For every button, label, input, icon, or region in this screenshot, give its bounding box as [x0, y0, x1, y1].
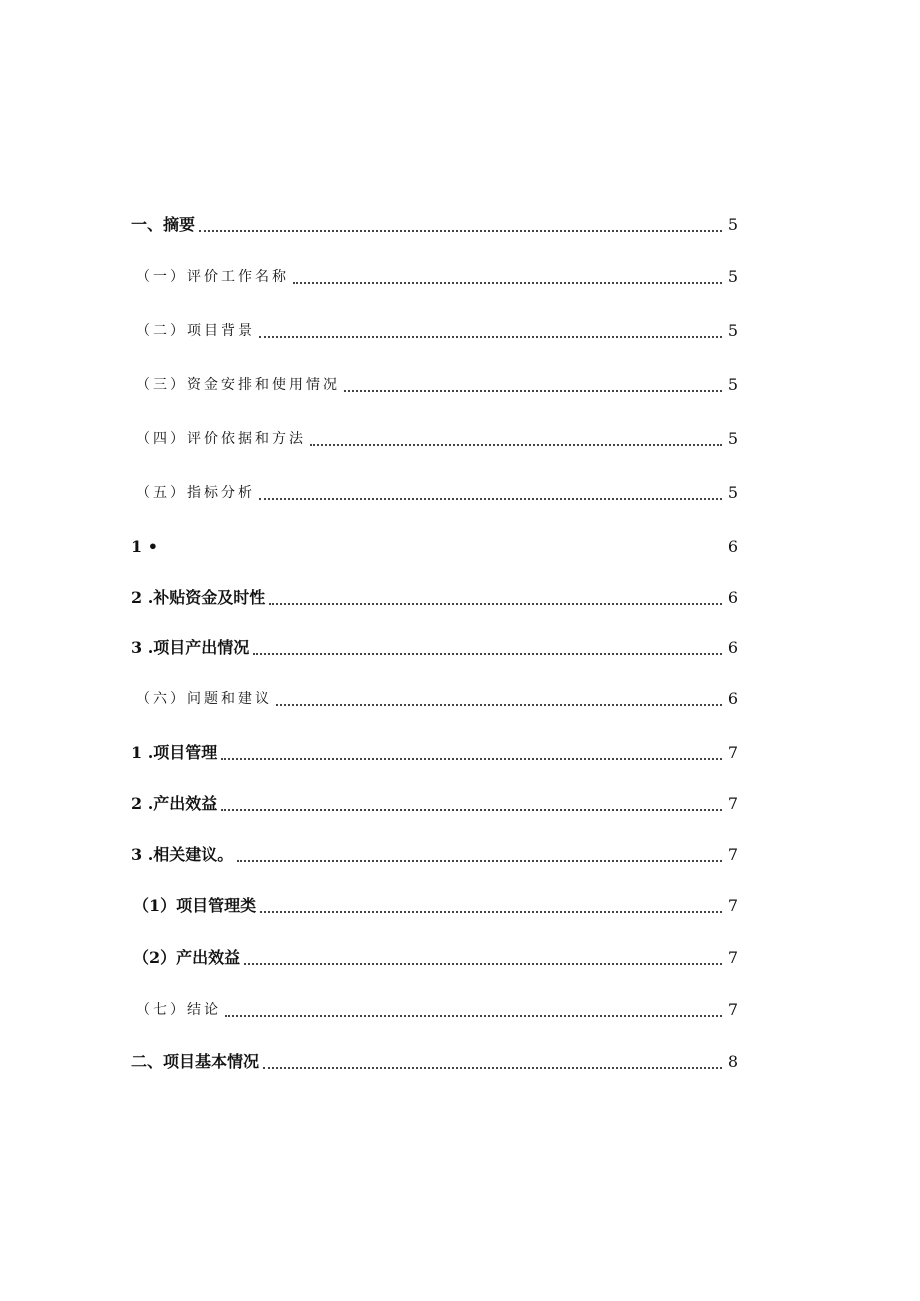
toc-page-number: 5: [727, 215, 738, 234]
dot-leader: [244, 947, 722, 965]
toc-page-number: 7: [727, 896, 738, 915]
toc-entry-summary[interactable]: [131, 212, 738, 236]
toc-entry-evaluation-basis[interactable]: [136, 426, 738, 450]
toc-page-number: 5: [727, 483, 738, 502]
toc-entry-output-benefit-sub[interactable]: [133, 945, 738, 969]
toc-entry-label: 3 .项目产出情况: [131, 638, 250, 657]
toc-page-number: 8: [727, 1052, 738, 1071]
toc-entry-label: 二、项目基本情况: [131, 1052, 260, 1071]
toc-page-number: 6: [727, 638, 738, 657]
toc-entry-label: （一）评价工作名称: [136, 269, 289, 285]
toc-entry-label: （三）资金安排和使用情况: [136, 377, 340, 393]
toc-entry-evaluation-name[interactable]: [136, 264, 738, 288]
toc-entry-problems-suggestions[interactable]: [136, 686, 738, 710]
dot-leader: [344, 374, 722, 392]
dot-leader: [276, 688, 722, 706]
toc-entry-project-management[interactable]: [131, 740, 738, 764]
dot-leader: [310, 428, 722, 446]
toc-entry-label: （1）项目管理类: [133, 896, 257, 915]
toc-page-number: 7: [727, 743, 738, 762]
toc-page-number: 7: [727, 794, 738, 813]
toc-entry-project-output[interactable]: [131, 635, 738, 659]
toc-page-number: 5: [727, 375, 738, 394]
toc-entry-label: （七）结论: [136, 1002, 221, 1018]
dot-leader: [293, 266, 722, 284]
dot-leader: [263, 1051, 722, 1069]
toc-entry-label: （六）问题和建议: [136, 691, 272, 707]
dot-leader: [253, 637, 722, 655]
toc-page-number: 6: [727, 689, 738, 708]
toc-page-number: 6: [727, 537, 738, 556]
toc-entry-related-suggestions[interactable]: [131, 842, 738, 866]
toc-page-number: 7: [727, 1000, 738, 1019]
toc-entry-item-1[interactable]: [131, 534, 738, 558]
toc-entry-project-background[interactable]: [136, 318, 738, 342]
toc-entry-label: （四）评价依据和方法: [136, 431, 306, 447]
dot-leader: [269, 587, 722, 605]
blank-leader: [162, 538, 722, 554]
dot-leader: [237, 844, 722, 862]
toc-entry-conclusion[interactable]: [136, 997, 738, 1021]
toc-entry-label: 3 .相关建议。: [131, 845, 234, 864]
toc-entry-indicator-analysis[interactable]: [136, 480, 738, 504]
toc-entry-management-category[interactable]: [133, 893, 738, 917]
toc-page-number: 6: [727, 588, 738, 607]
toc-entry-label: 2 .产出效益: [131, 794, 218, 813]
dot-leader: [260, 895, 722, 913]
toc-page-number: 5: [727, 429, 738, 448]
toc-entry-label: 1 •: [131, 537, 158, 556]
toc-entry-label: （2）产出效益: [133, 948, 241, 967]
toc-page-number: 7: [727, 845, 738, 864]
dot-leader: [221, 742, 722, 760]
toc-entry-funding-usage[interactable]: [136, 372, 738, 396]
toc-entry-label: 1 .项目管理: [131, 743, 218, 762]
toc-entry-label: 一、摘要: [131, 215, 196, 234]
toc-entry-label: （五）指标分析: [136, 485, 255, 501]
toc-page-number: 7: [727, 948, 738, 967]
dot-leader: [259, 482, 722, 500]
toc-entry-label: （二）项目背景: [136, 323, 255, 339]
toc-entry-subsidy-timeliness[interactable]: [131, 585, 738, 609]
toc-entry-label: 2 .补贴资金及时性: [131, 588, 266, 607]
dot-leader: [225, 999, 722, 1017]
toc-page-number: 5: [727, 321, 738, 340]
dot-leader: [199, 214, 722, 232]
dot-leader: [221, 793, 722, 811]
toc-page-number: 5: [727, 267, 738, 286]
toc-entry-output-benefit[interactable]: [131, 791, 738, 815]
dot-leader: [259, 320, 722, 338]
toc-entry-project-basics[interactable]: [131, 1049, 738, 1073]
